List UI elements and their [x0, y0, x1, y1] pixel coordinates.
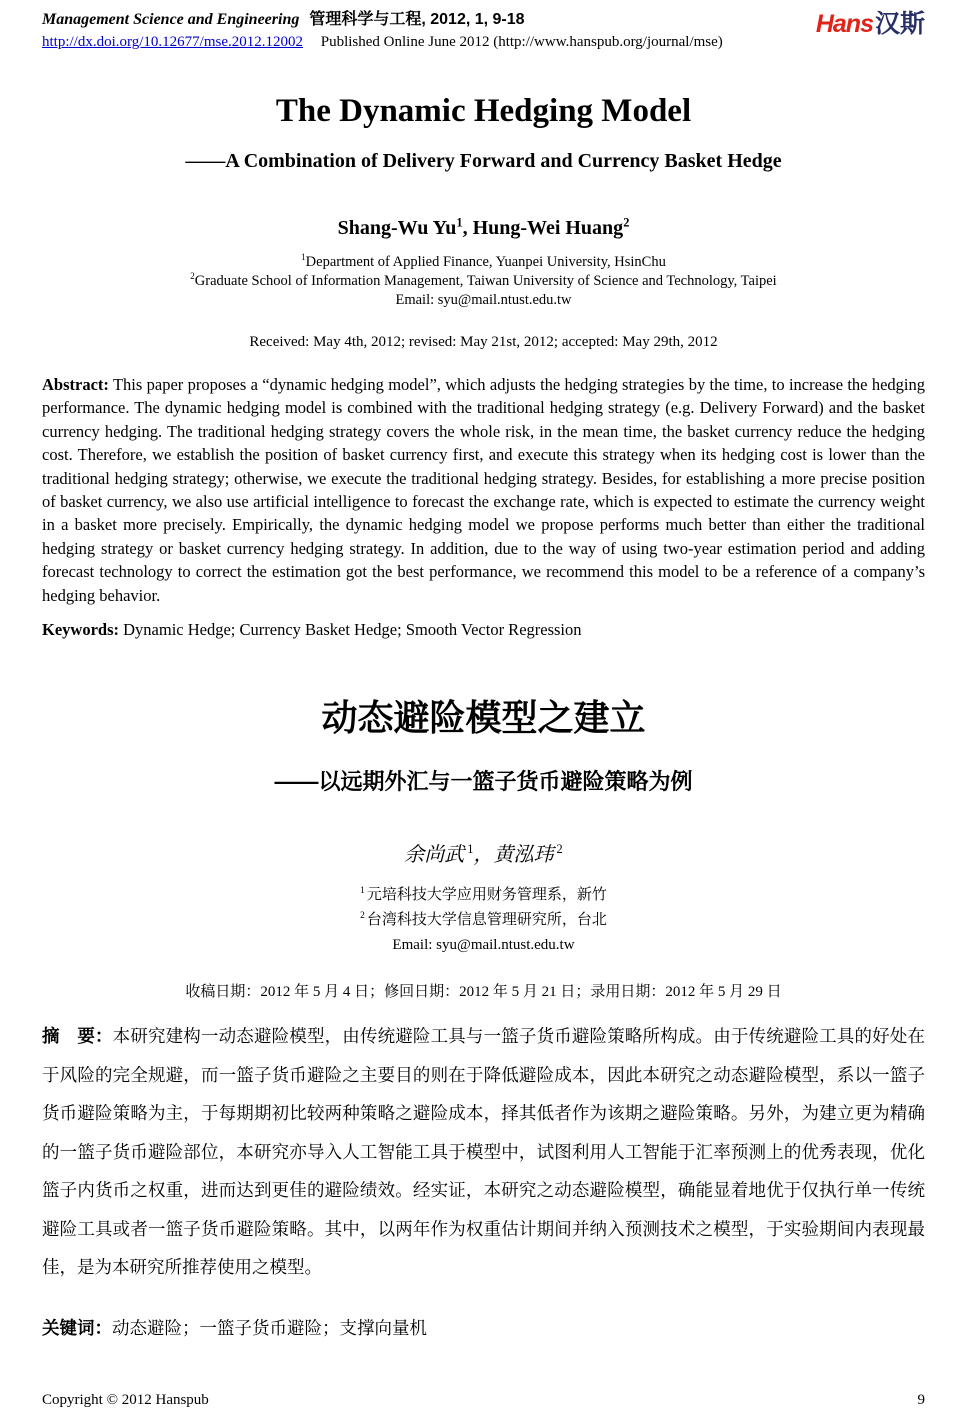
authors-en-separator: ,	[462, 217, 473, 239]
received-dates-zh: 收稿日期：2012 年 5 月 4 日；修回日期：2012 年 5 月 21 日；录用日期：2012 年 5 月 29 日	[185, 984, 782, 1001]
affiliations-zh	[42, 883, 925, 958]
keywords-label-en: Keywords:	[42, 620, 119, 640]
affiliation-en-2-mark: 2	[190, 271, 195, 282]
paper-title-en: The Dynamic Hedging Model	[275, 93, 692, 129]
paper-body	[42, 93, 925, 1340]
page-number: 9	[917, 1392, 925, 1408]
copyright-text: Copyright © 2012 Hanspub	[42, 1392, 209, 1408]
email-en: Email: syu@mail.ntust.edu.tw	[395, 292, 572, 308]
email-zh: Email: syu@mail.ntust.edu.tw	[392, 937, 575, 954]
keywords-text-zh: 动态避险；一篮子货币避险；支撑向量机	[112, 1317, 427, 1338]
author-en-2-affil-mark: 2	[623, 215, 630, 230]
abstract-zh	[42, 1017, 925, 1287]
doi-link[interactable]: http://dx.doi.org/10.12677/mse.2012.12002	[42, 34, 303, 50]
affiliation-en-1-text: Department of Applied Finance, Yuanpei University, HsinChu	[305, 254, 666, 270]
affiliation-zh-2	[42, 908, 925, 933]
affiliation-en-2	[42, 272, 925, 291]
authors-zh-separator: ，	[473, 844, 494, 867]
affiliation-zh-1	[42, 883, 925, 908]
journal-title-zh: 管理科学与工程, 2012, 1, 9-18	[309, 11, 525, 28]
published-online-text: Published Online June 2012 (http://www.hanspub.org/journal/mse)	[320, 34, 723, 50]
author-zh-2: 黄泓玮	[493, 844, 554, 867]
authors-zh	[42, 838, 925, 867]
abstract-label-en: Abstract:	[42, 375, 109, 394]
abstract-text-zh: 本研究建构一动态避险模型，由传统避险工具与一篮子货币避险策略所构成。由于传统避险工具的好处在于风险的完全规避，而一篮子货币避险之主要目的则在于降低避险成本，因此本研究之动态避险模型，系以一篮子货币避险策略为主，于每期期初比较两种策略之避险成本，择其低者作为该期之避险策略。另外，为建立更为精确的一篮子货币避险部位，本研究亦导入人工智能工具于模型中，试图利用人工智能于汇率预测上的优秀表现，优化篮子内货币之权重，进而达到更佳的避险绩效。经实证，本研究之动态避险模型，确能显着地优于仅执行单一传统避险工具或者一篮子货币避险策略。其中，以两年作为权重估计期间并纳入预测技术之模型，于实验期间内表现最佳，是为本研究所推荐使用之模型。	[42, 1026, 925, 1278]
authors-en	[42, 217, 925, 240]
affiliation-en-1	[42, 253, 925, 272]
journal-title-line	[42, 6, 723, 29]
author-en-1: Shang-Wu Yu	[337, 217, 457, 239]
paper-subtitle-en: ——A Combination of Delivery Forward and Currency Basket Hedge	[185, 150, 782, 172]
received-dates-en: Received: May 4th, 2012; revised: May 21st, 2012; accepted: May 29th, 2012	[249, 334, 718, 350]
abstract-en	[42, 373, 925, 607]
doi-line	[42, 34, 723, 51]
paper-title-zh: 动态避险模型之建立	[321, 697, 646, 739]
keywords-label-zh: 关键词：	[42, 1317, 112, 1338]
journal-info	[42, 6, 723, 51]
journal-title-en: Management Science and Engineering	[42, 11, 300, 28]
page-footer	[42, 1392, 925, 1409]
journal-header	[42, 6, 925, 51]
author-zh-2-affil-mark: 2	[556, 842, 563, 857]
author-en-1-affil-mark: 1	[456, 215, 463, 230]
hans-logo-latin: Hans	[815, 10, 873, 38]
affiliations-en	[42, 253, 925, 310]
keywords-text-en: Dynamic Hedge; Currency Basket Hedge; Smooth Vector Regression	[123, 620, 582, 640]
paper-subtitle-zh: ——以远期外汇与一篮子货币避险策略为例	[274, 769, 693, 795]
affiliation-zh-1-text: 元培科技大学应用财务管理系，新竹	[366, 887, 607, 904]
keywords-zh	[42, 1315, 925, 1340]
hans-logo	[816, 4, 925, 40]
hans-logo-hanzi: 汉斯	[874, 10, 925, 38]
abstract-text-en: This paper proposes a “dynamic hedging model”, which adjusts the hedging strategies by the time, to increase the hedging performance. The dynamic hedging model is combined with the traditional hedging strategy (e.g. Delivery Forward) and the basket currency hedging. The traditional hedging strategy covers the whole risk, in the mean time, the basket currency reduce the hedging cost. Therefore, we establish the position of basket currency first, and execute this strategy when its hedging cost is lower than the traditional hedging strategy; otherwise, we execute the traditional hedging strategy. Besides, for establishing a more precise position of basket currency, we also use artificial intelligence to forecast the exchange rate, which is expected to estimate the currency weight in a basket more precisely. Empirically, the dynamic hedging model we propose performs much better than either the traditional hedging strategy or basket currency hedging strategy. In addition, due to the way of using two-year estimation period and adding forecast technology to correct the estimation got the best performance, we recommend this model to be a reference of a company’s hedging behavior.	[42, 375, 925, 605]
affiliation-zh-2-text: 台湾科技大学信息管理研究所，台北	[366, 912, 607, 929]
author-zh-1-affil-mark: 1	[467, 842, 474, 857]
affiliation-zh-2-mark: 2	[360, 911, 365, 922]
affiliation-en-2-text: Graduate School of Information Management, Taiwan University of Science and Technology, Taipei	[194, 273, 777, 289]
affiliation-zh-1-mark: 1	[360, 886, 365, 897]
author-zh-1: 余尚武	[404, 844, 465, 867]
keywords-en	[42, 620, 925, 640]
affiliation-en-1-mark: 1	[301, 252, 306, 263]
abstract-label-zh: 摘 要：	[42, 1026, 113, 1047]
author-en-2: Hung-Wei Huang	[472, 217, 624, 239]
